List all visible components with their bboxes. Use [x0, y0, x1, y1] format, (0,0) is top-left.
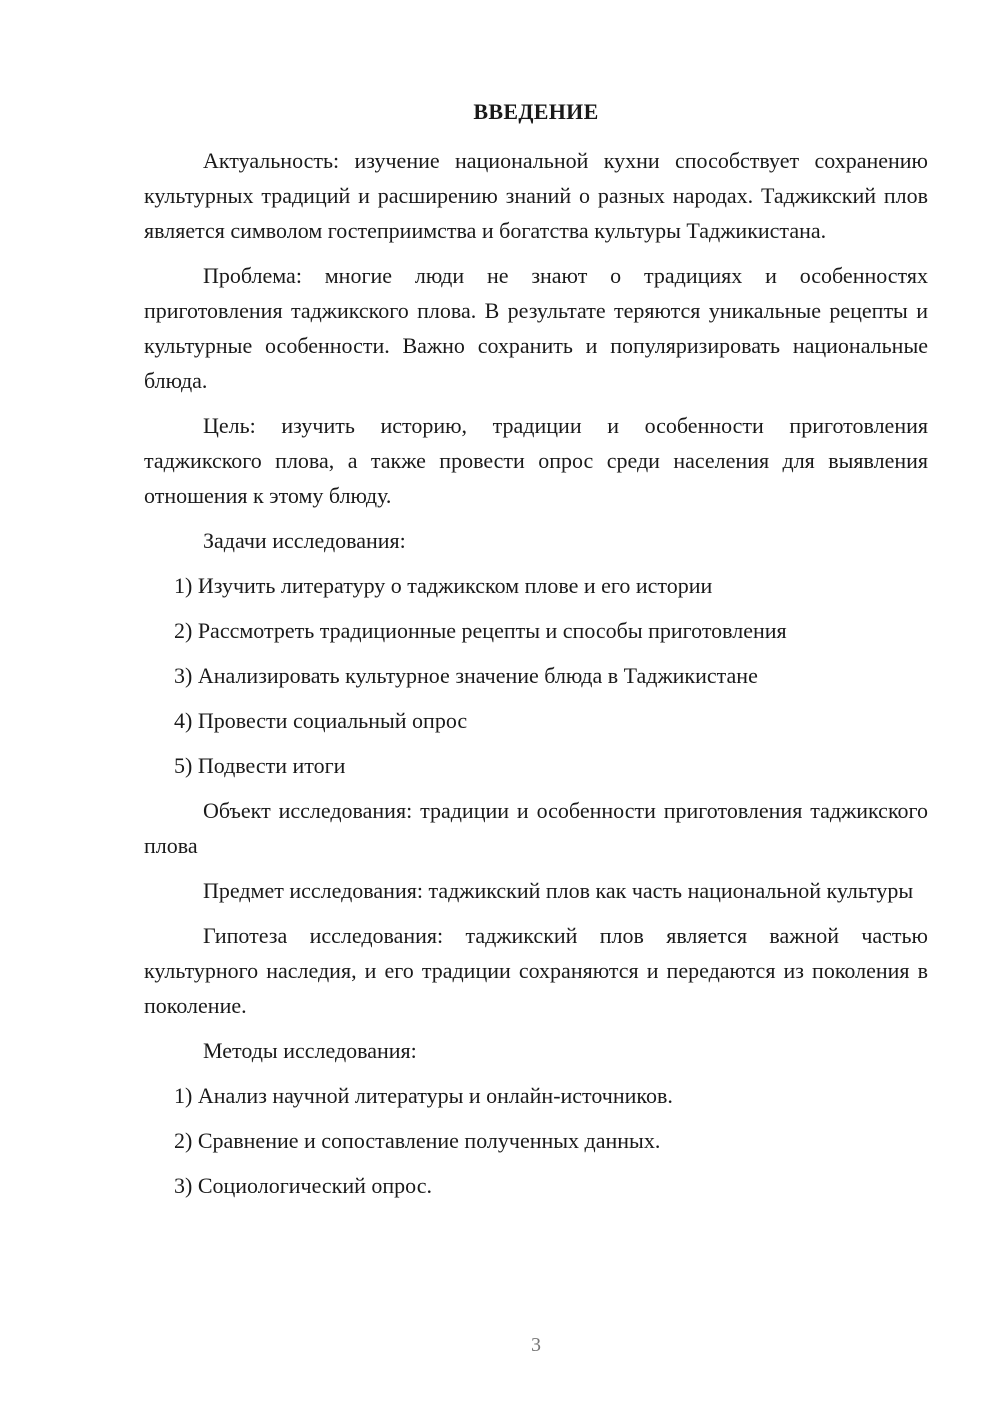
paragraph-goal: Цель: изучить историю, традиции и особенности приготовления таджикского плова, а также провести опрос среди населения для выявления отношения к этому блюду. [144, 413, 928, 508]
task-item-5: 5) Подвести итоги [174, 753, 346, 778]
page-number: 3 [531, 1334, 541, 1356]
paragraph-relevance: Актуальность: изучение национальной кухни способствует сохранению культурных традиций и расширению знаний о разных народах. Таджикский плов является символом гостеприимства и богатства культуры Таджикистана. [144, 148, 928, 243]
methods-title: Методы исследования: [203, 1038, 417, 1063]
method-item-2: 2) Сравнение и сопоставление полученных данных. [174, 1128, 661, 1153]
paragraph-object: Объект исследования: традиции и особенности приготовления таджикского плова [144, 798, 928, 858]
task-item-1: 1) Изучить литературу о таджикском плове и его истории [174, 573, 713, 598]
task-item-2: 2) Рассмотреть традиционные рецепты и способы приготовления [174, 618, 787, 643]
task-item-4: 4) Провести социальный опрос [174, 708, 468, 733]
section-heading: ВВЕДЕНИЕ [473, 99, 599, 124]
task-item-3: 3) Анализировать культурное значение блюда в Таджикистане [174, 663, 758, 688]
paragraph-hypothesis: Гипотеза исследования: таджикский плов является важной частью культурного наследия, и его традиции сохраняются и передаются из поколения в поколение. [144, 923, 928, 1018]
tasks-title: Задачи исследования: [203, 528, 406, 553]
method-item-3: 3) Социологический опрос. [174, 1173, 432, 1198]
page-content [144, 94, 928, 1213]
paragraph-problem: Проблема: многие люди не знают о традициях и особенностях приготовления таджикского плова. В результате теряются уникальные рецепты и культурные особенности. Важно сохранить и популяризировать национальные блюда. [144, 263, 928, 393]
paragraph-subject: Предмет исследования: таджикский плов как часть национальной культуры [203, 878, 914, 903]
method-item-1: 1) Анализ научной литературы и онлайн-источников. [174, 1083, 673, 1108]
